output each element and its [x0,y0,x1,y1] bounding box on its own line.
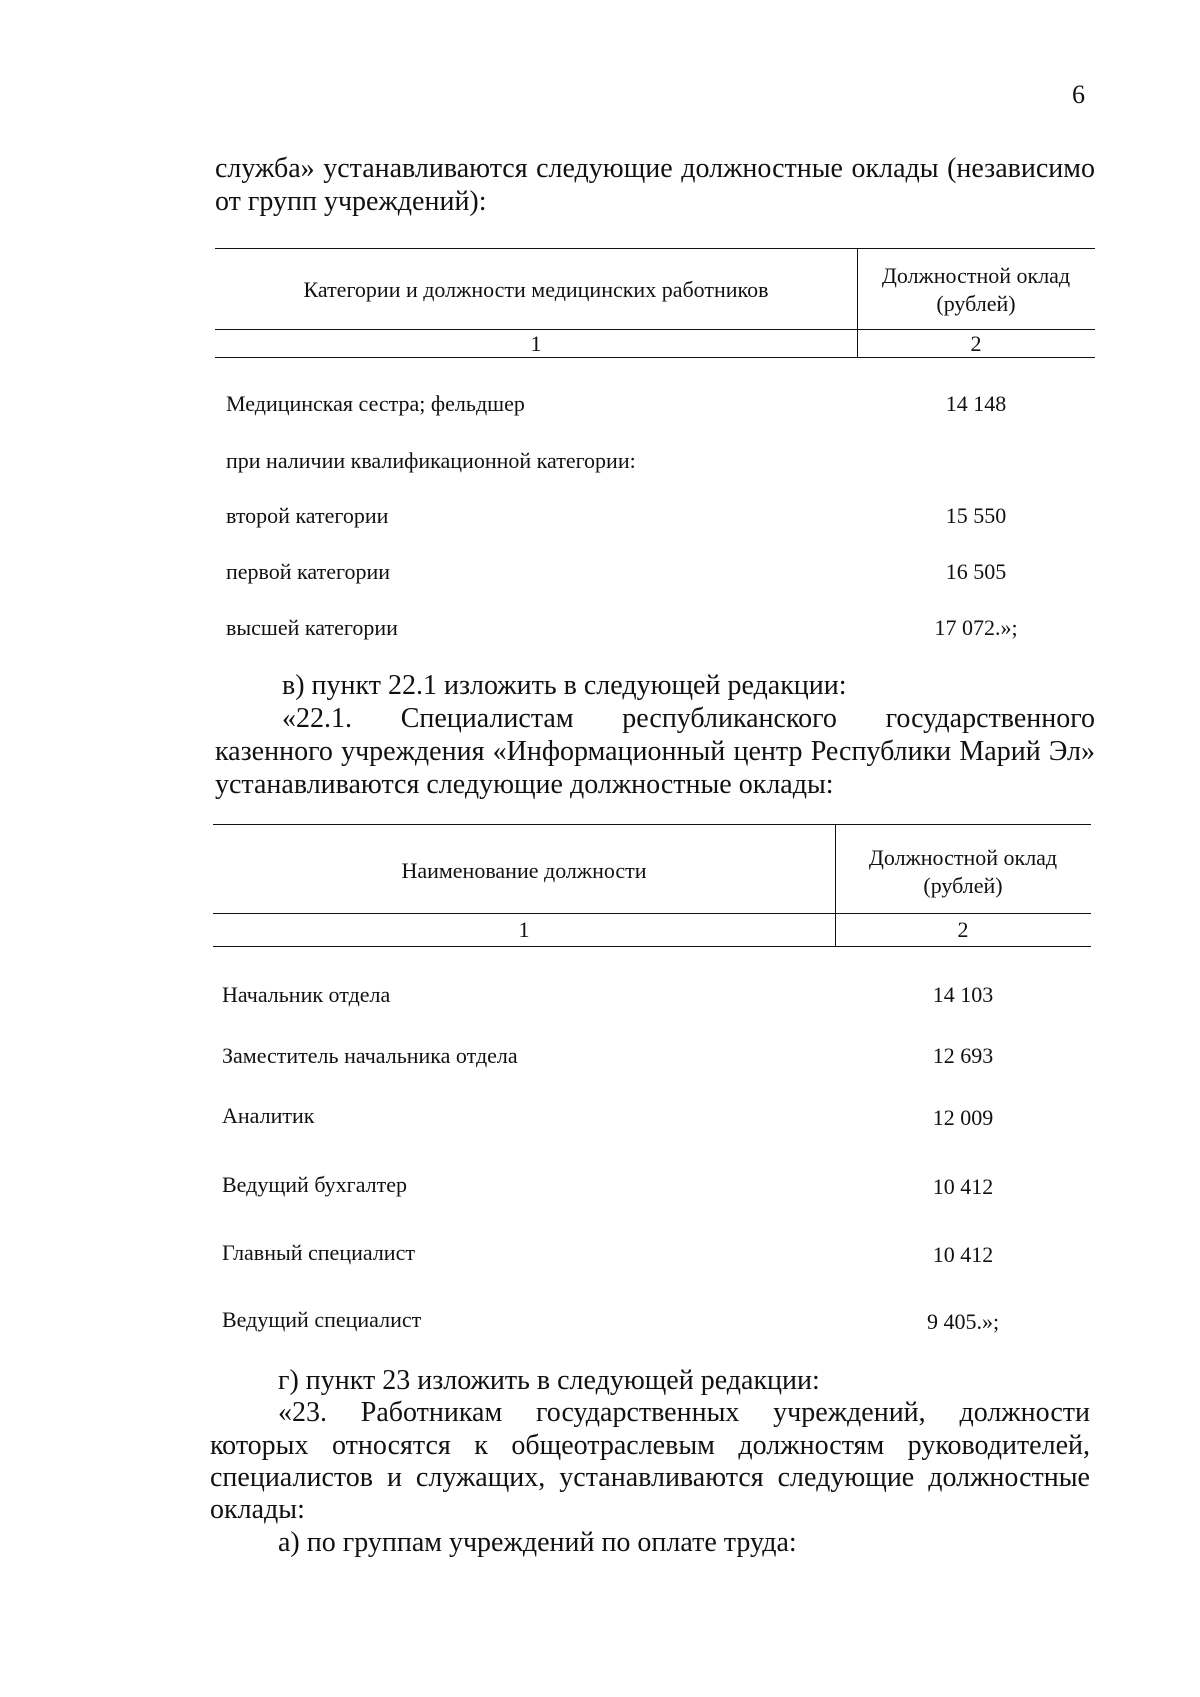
section-g-line-5: оклады: [210,1494,305,1525]
table1-header-salary-line1: Должностной оклад [881,263,1071,288]
table2-row-value: 10 412 [932,1242,994,1267]
table1-colnum-divider [215,357,1095,358]
section-g-line-6: а) по группам учреждений по оплате труда: [278,1527,797,1558]
table1-header-divider [215,329,1095,330]
table2-row-label: Начальник отдела [222,982,391,1007]
section-g-line-1: г) пункт 23 изложить в следующей редакции: [278,1365,820,1396]
table1-row-value: 14 148 [945,391,1007,416]
table2-row-label: Ведущий бухгалтер [222,1172,408,1197]
table2-header-salary-line2: (рублей) [923,873,1003,898]
table1-row-label: при наличии квалификационной категории: [226,448,636,473]
table2-header-salary-line1: Должностной оклад [868,845,1058,870]
section-v-line-4: устанавливаются следующие должностные оклады: [215,769,834,800]
table1-header-position: Категории и должности медицинских работников [303,277,769,302]
table1-row-label: высшей категории [226,615,398,640]
intro-line-2: от групп учреждений): [215,186,487,217]
section-v-line-2: «22.1. Специалистам республиканского государственного [282,703,1095,734]
table1-row-value: 15 550 [945,503,1007,528]
table2-colnum-2: 2 [957,917,969,942]
table2-colnum-1: 1 [518,917,530,942]
section-v-line-1: в) пункт 22.1 изложить в следующей редакции: [282,670,847,701]
table2-row-value: 12 693 [932,1043,994,1068]
table1-top-border [215,248,1095,249]
table2-row-value: 12 009 [932,1105,994,1130]
table1-colnum-1: 1 [530,331,542,356]
table2-header-divider [213,913,1091,914]
table2-row-value: 14 103 [932,982,994,1007]
section-v-line-3: казенного учреждения «Информационный центр Республики Марий Эл» [215,736,1095,767]
table2-header-position: Наименование должности [401,858,647,883]
page-number: 6 [1072,80,1085,109]
table2-colnum-divider [213,946,1091,947]
section-g-line-4: специалистов и служащих, устанавливаются следующие должностные [210,1462,1090,1493]
table2-row-value: 9 405.»; [926,1309,1000,1334]
table1-row-label: первой категории [226,559,391,584]
table1-header-salary-line2: (рублей) [936,291,1016,316]
table2-row-label: Ведущий специалист [222,1307,422,1332]
table2-row-label: Заместитель начальника отдела [222,1043,518,1068]
table2-row-label: Аналитик [222,1103,315,1128]
table2-row-value: 10 412 [932,1174,994,1199]
table2-row-label: Главный специалист [222,1240,415,1265]
table2-top-border [213,824,1091,825]
table1-row-value: 16 505 [945,559,1007,584]
section-g-line-2: «23. Работникам государственных учреждений, должности [278,1397,1090,1428]
table1-row-label: Медицинская сестра; фельдшер [226,391,525,416]
section-g-line-3: которых относятся к общеотраслевым должностям руководителей, [210,1430,1090,1461]
table1-row-value: 17 072.»; [934,615,1018,640]
table1-row-label: второй категории [226,503,389,528]
table1-colnum-2: 2 [970,331,982,356]
intro-line-1: служба» устанавливаются следующие должностные оклады (независимо [215,153,1095,184]
